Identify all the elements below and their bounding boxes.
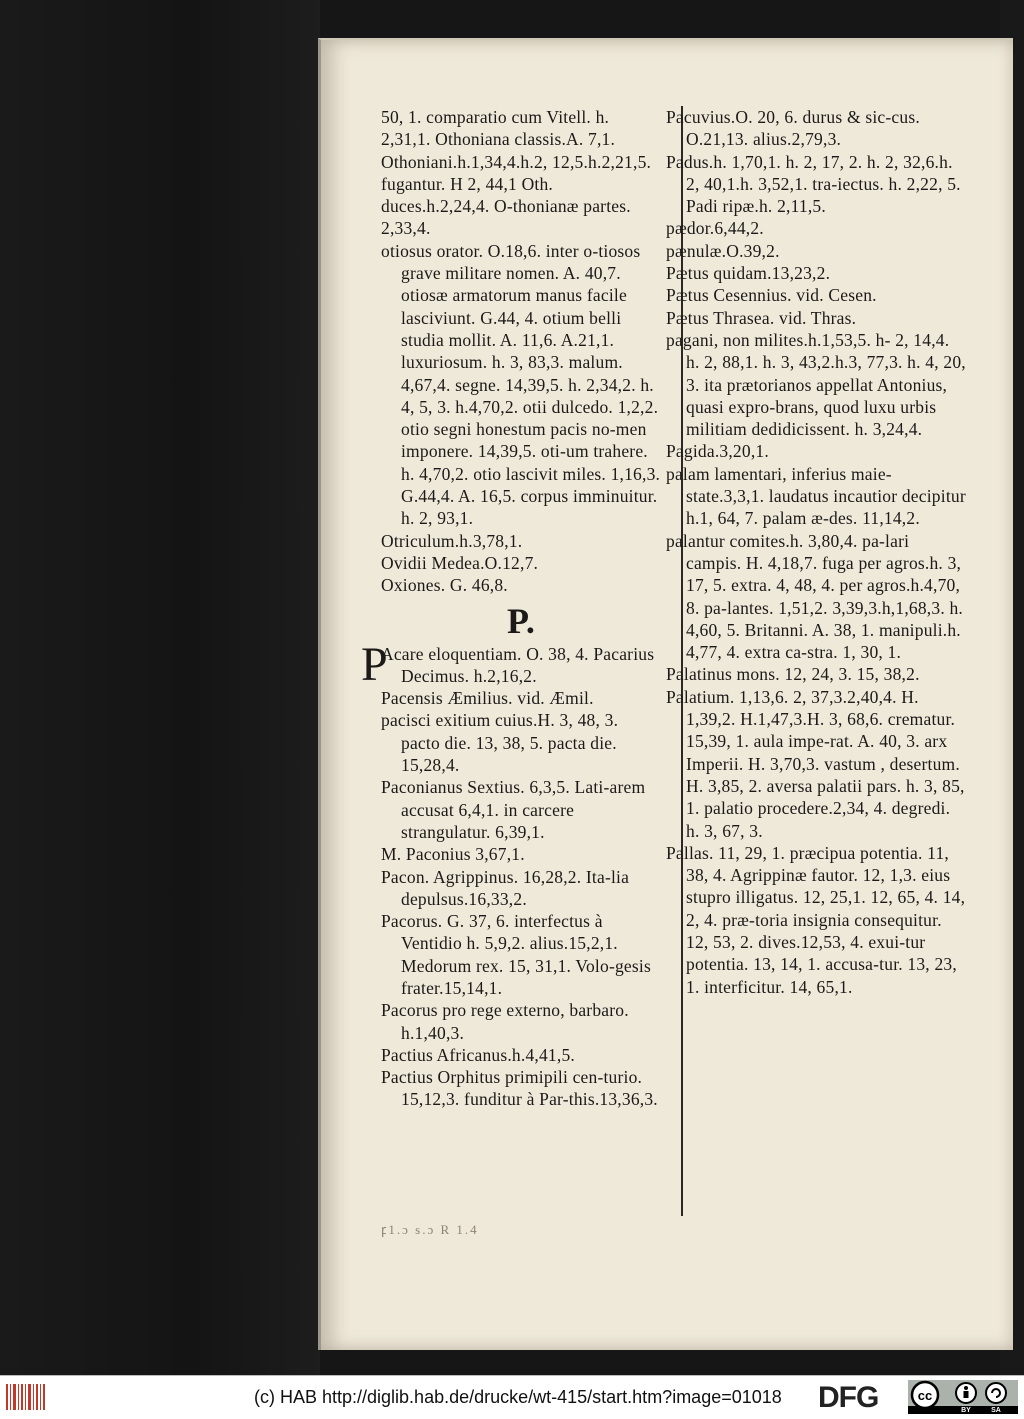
index-entry — [381, 709, 661, 776]
index-entry-text: Pætus Thrasea. vid. Thras. — [666, 307, 857, 328]
index-entry — [361, 637, 661, 691]
index-entry — [666, 240, 966, 262]
index-entry — [381, 574, 661, 596]
index-entry — [381, 776, 661, 843]
index-entry-text: Pacensis Æmilius. vid. Æmil. — [381, 688, 594, 709]
index-entry-text: Pacon. Agrippinus. 16,28,2. Ita-lia depulsus.16,33,2. — [381, 866, 630, 909]
index-entry — [381, 106, 661, 240]
index-entry-text: Pacorus pro rege externo, barbaro. h.1,40,3. — [381, 1000, 629, 1043]
sa-label: SA — [991, 1407, 1001, 1414]
scan-background-left — [0, 0, 320, 1375]
section-letter-heading: P. — [506, 600, 536, 641]
index-entry — [666, 217, 966, 239]
index-entry — [381, 910, 661, 999]
index-entry — [666, 663, 966, 685]
index-entry-text: Pactius Orphitus primipili cen-turio. 15,12,3. funditur à Par-this.13,36,3. — [381, 1067, 658, 1110]
svg-text:cc: cc — [917, 1388, 933, 1403]
index-entry — [381, 1066, 661, 1111]
index-entry-text: M. Paconius 3,67,1. — [381, 844, 525, 865]
index-entry-text: Otriculum.h.3,78,1. — [381, 530, 523, 551]
index-entry — [666, 106, 966, 151]
index-entry-text: 50, 1. comparatio cum Vitell. h. 2,31,1. Othoniana classis.A. 7,1. Othoniani.h.1,34,4.h.2, 12,5.h.2,21,5. fugantur. H 2, 44,1 Oth. duces.h.2,24,4. O-thonianæ partes. 2,33,4. — [381, 107, 652, 239]
index-entry — [381, 866, 661, 911]
index-entry — [666, 262, 966, 284]
index-entry-text: Pætus Cesennius. vid. Cesen. — [666, 285, 877, 306]
index-entry — [381, 843, 661, 865]
cc-license-badge[interactable] — [908, 1380, 1018, 1414]
index-entry-text: Palatium. 1,13,6. 2, 37,3.2,40,4. H. 1,39,2. H.1,47,3.H. 3, 68,6. crematur. 15,39, 1. aula impe-rat. A. 40, 3. arx Imperii. H. 3,70,3. vastum , desertum. H. 3,85, 2. aversa palatii pars. h. 3, 85, 1. palatio procedere.2,34, 4. degredi. h. 3, 67, 3. — [666, 686, 965, 841]
index-entry-text: Pallas. 11, 29, 1. præcipua potentia. 11, 38, 4. Agrippinæ fautor. 12, 1,3. eius stupro illigatus. 12, 25,1. 12, 65, 4. 14, 2, 4. præ-toria insignia consequitur. 12, 53, 2. dives.12,53, 4. exui-tur potentia. 13, 14, 1. accusa-tur. 13, 23, 1. interficitur. 14, 65,1. — [666, 842, 966, 997]
by-label: BY — [961, 1407, 971, 1414]
index-entry — [666, 284, 966, 306]
index-entry-text: Pætus quidam.13,23,2. — [666, 263, 831, 284]
index-entry — [666, 463, 966, 530]
index-entry-text: pagani, non milites.h.1,53,5. h- 2, 14,4. h. 2, 88,1. h. 3, 43,2.h.3, 77,3. h. 4, 20, 3. ita prætorianos appellat Antonius, quasi expro-brans, quod luxu urbis militiam dedidicissent. h. 3,24,4. — [666, 329, 966, 440]
index-entry-text: palam lamentari, inferius maie-state.3,3,1. laudatus incautior decipitur h.1, 64, 7. palam æ-des. 11,14,2. — [666, 463, 966, 529]
index-entry — [381, 1044, 661, 1066]
index-entry — [381, 687, 661, 709]
index-entry-text: Palatinus mons. 12, 24, 3. 15, 38,2. — [666, 664, 920, 685]
index-entry — [666, 151, 966, 218]
index-entry — [666, 440, 966, 462]
index-entry-text: Pagida.3,20,1. — [666, 441, 769, 462]
index-entry — [381, 552, 661, 574]
right-column — [666, 106, 966, 998]
index-entry-text: pænulæ.O.39,2. — [666, 240, 780, 261]
index-entry — [666, 530, 966, 664]
index-entry-text: palantur comites.h. 3,80,4. pa-lari campis. H. 4,18,7. fuga per agros.h. 3, 17, 5. extra. 4, 48, 4. per agros.h.4,70, 8. pa-lantes. 1,51,2. 3,39,3.h,1,68,3. h. 4,60, 5. Britanni. A. 38, 1. manipuli.h. 4,77, 4. extra ca-stra. 1, 30, 1. — [666, 530, 963, 663]
index-entry — [381, 240, 661, 530]
viewer-footer — [0, 1375, 1024, 1419]
index-entry — [381, 999, 661, 1044]
index-entry-text: Paconianus Sextius. 6,3,5. Lati-arem accusat 6,4,1. in carcere strangulatur. 6,39,1. — [381, 777, 646, 842]
index-entry-text: Pacorus. G. 37, 6. interfectus à Ventidio h. 5,9,2. alius.15,2,1. Medorum rex. 15, 31,1. Volo-gesis frater.15,14,1. — [381, 911, 651, 998]
right-entries — [666, 106, 966, 998]
bleed-through-catchword: ꝼ1.ɔ s.ɔ R 1.4 — [381, 1222, 479, 1237]
index-entry-text: Pactius Africanus.h.4,41,5. — [381, 1044, 575, 1065]
index-entry-text: Ovidii Medea.O.12,7. — [381, 552, 539, 573]
index-entry-text: otiosus orator. O.18,6. inter o-tiosos grave militare nomen. A. 40,7. otiosæ armatorum manus facile lasciviunt. G.44, 4. otium belli studia mollit. A. 11,6. A.21,1. luxuriosum. h. 3, 83,3. malum. 4,67,4. segne. 14,39,5. h. 2,34,2. h. 4, 5, 3. h.4,70,2. otii dulcedo. 1,2,2. otio segni honestum pacis no-men imponere. 14,39,5. oti-um trahere. h. 4,70,2. otio lascivit miles. 1,16,3. G.44,4. A. 16,5. corpus imminuitur. h. 2, 93,1. — [381, 240, 661, 529]
drop-capital: P — [361, 637, 388, 691]
index-entry — [666, 842, 966, 998]
index-entry-text: Padus.h. 1,70,1. h. 2, 17, 2. h. 2, 32,6.h. 2, 40,1.h. 3,52,1. tra-iectus. h. 2,22, 5. Padi ripæ.h. 2,11,5. — [666, 151, 961, 217]
index-entry-text: pædor.6,44,2. — [666, 218, 764, 239]
index-entry — [666, 329, 966, 440]
dfg-logo: DFG — [818, 1381, 879, 1414]
left-p-entries — [361, 637, 661, 1111]
barcode-icon — [6, 1382, 46, 1412]
left-entries — [381, 106, 661, 597]
index-entry — [666, 307, 966, 329]
index-entry-text: pacisci exitium cuius.H. 3, 48, 3. pacto die. 13, 38, 5. pacta die. 15,28,4. — [381, 710, 619, 776]
index-entry-text: Pacuvius.O. 20, 6. durus & sic-cus. O.21,13. alius.2,79,3. — [666, 107, 920, 150]
index-entry — [666, 686, 966, 842]
index-entry-text: Oxiones. G. 46,8. — [381, 575, 508, 596]
sa-icon — [986, 1383, 1006, 1403]
left-column — [361, 106, 661, 1111]
copyright-link[interactable]: (c) HAB http://diglib.hab.de/drucke/wt-415/start.htm?image=01018 — [254, 1387, 782, 1407]
index-entry-text: Acare eloquentiam. O. 38, 4. Pacarius Decimus. h.2,16,2. — [381, 643, 655, 686]
book-page — [318, 38, 1013, 1350]
index-entry — [381, 530, 661, 552]
